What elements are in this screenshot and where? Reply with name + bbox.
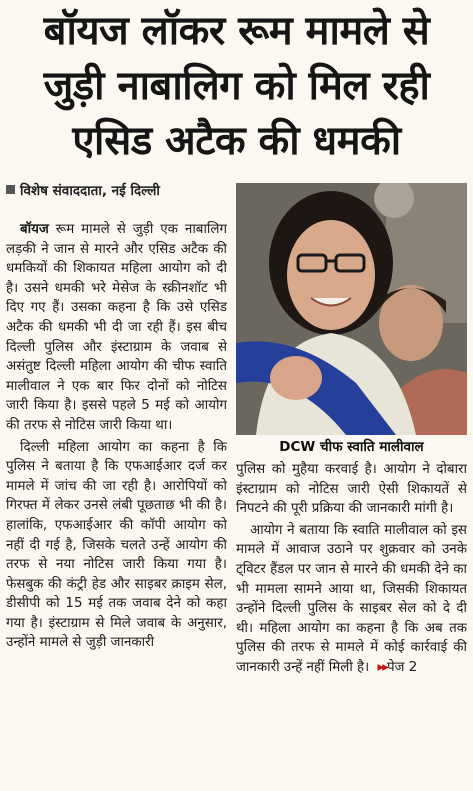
lead-word: बॉयज <box>20 222 49 237</box>
byline <box>6 181 160 199</box>
article-photo <box>236 183 467 435</box>
continued-page-label: पेज 2 <box>386 659 418 675</box>
headline-line-3: एसिड अटैक की धमकी <box>72 118 401 164</box>
paragraph-1-text: रूम मामले से जुड़ी एक नाबालिग लड़की ने जान से मारने और एसिड अटैक की धमकियों की शिकायत महिला आयोग को दी है। उसने धमकी भरे मेसेज के स्क्रीनशॉट भी दिए गए हैं। उसका कहना है कि उसे एसिड अटैक की धमकी भी दी जा रही हैं। इस बीच दिल्ली पुलिस और इंस्टाग्राम के जवाब से असंतुष्ट दिल्ली महिला आयोग की चीफ स्वाति मालीवाल ने एक बार फिर दोनों को नोटिस जारी किया है। इससे पहले 5 मई को आयोग की तरफ से नोटिस जारी किया था। <box>6 222 227 433</box>
portrait-image <box>236 183 467 435</box>
byline-text: विशेष संवाददाता, नई दिल्ली <box>20 183 160 199</box>
square-bullet-icon <box>6 185 15 194</box>
photo-caption: DCW चीफ स्वाति मालीवाल <box>279 439 424 455</box>
article-paragraph-1 <box>6 220 227 436</box>
paragraph-4-text: आयोग ने बताया कि स्वाति मालीवाल को इस मामले में आवाज उठाने पर शुक्रवार को उनके ट्विटर हैंडल पर जान से मारने की धमकी देने का भी मामला सामने आया था, जिसकी शिकायत उन्होंने दिल्ली पुलिस के साइबर सेल को दे दी थी। महिला आयोग का कहना है कि अब तक पुलिस की तरफ से मामले में कोई कार्रवाई की जानकारी उन्हें नहीं मिली है। <box>236 522 467 675</box>
article-paragraph-3: पुलिस को मुहैया करवाई है। आयोग ने दोबारा इंस्टाग्राम को नोटिस जारी ऐसी शिकायतें से निपटने की पूरी प्रक्रिया की जानकारी मांगी है। <box>236 462 467 517</box>
article-paragraph-2: दिल्ली महिला आयोग का कहना है कि पुलिस ने बताया है कि एफआईआर दर्ज कर मामले में जांच की जा रही है। आरोपियों को गिरफ्त में लेकर उनसे लंबी पूछताछ भी की है। हालांकि, एफआईआर की कॉपी आयोग को नहीं दी गई है, जिसके चलते उन्हें आयोग की तरफ से नया नोटिस जारी किया गया है। फेसबुक की कंट्री हेड और साइबर क्राइम सेल, डीसीपी को 15 मई तक जवाब देने को कहा गया है। इंस्टाग्राम से मिले जवाब के अनुसार, उन्होंने मामले से जुड़ी जानकारी <box>6 439 227 651</box>
headline-line-1: बॉयज लॉकर रूम मामले से <box>43 8 430 54</box>
article-paragraph-4 <box>236 521 467 678</box>
article-column-left <box>6 220 227 785</box>
continued-arrow-icon: ▸▸ <box>377 659 387 675</box>
headline-line-2: जुड़ी नाबालिग को मिल रही <box>43 63 430 109</box>
article-column-right <box>236 460 467 785</box>
headline <box>0 4 473 169</box>
